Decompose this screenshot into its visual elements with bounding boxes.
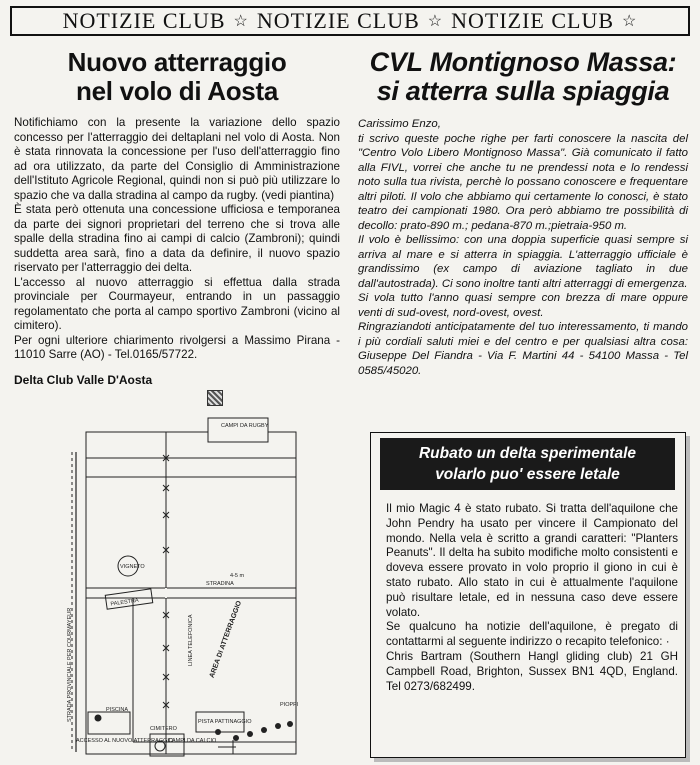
paragraph: Il volo è bellissimo: con una doppia superficie quasi sempre si arriva al mare e si atterra in spiaggia. L'atterraggio ufficiale è grandissimo (ex campo di aviazione tagliato in due dall'autostrada). Ci sono inoltre tanti altri atterraggi di emergenza. — [358, 234, 688, 290]
paragraph: Il mio Magic 4 è stato rubato. Si tratta dell'aquilone che John Pendry ha usato per vincere il Campionato del mondo. Nella vela è scritto a grandi caratteri: "Planters Peanuts". Il delta ha subito modifiche molto consistenti e doveva essere provato in volo proprio il giono in cui è stato rubato. Allo stato in cui è attualmente l'aquilone può risultare letale, ed in nessuna caso deve essere volato. — [386, 502, 678, 619]
article-montignoso-body — [358, 117, 688, 378]
title-line-2: volarlo puo' essere letale — [435, 466, 620, 483]
title-line-1: Rubato un delta sperimentale — [418, 445, 637, 462]
paragraph: Notifichiamo con la presente la variazione dello spazio concesso per l'atterraggio dei deltaplani nel volo di Aosta. Non è stata rinnovata la concessione per l'uso dell'atterraggio fino ad ora utilizzato, da parte del Consiglio di Amministrazione dell'Istituto Agricole Regional, quindi non si può più utilizzare lo spazio che va dalla stradina al campo da rugby. (vedi piantina) — [14, 116, 340, 202]
map-label-calcio: CAMPI DA CALCIO — [168, 738, 217, 744]
banner-text-1: NOTIZIE CLUB — [62, 8, 226, 33]
map-outline — [86, 432, 296, 754]
map-label-piscina: PISCINA — [106, 707, 129, 713]
paragraph: L'accesso al nuovo atterraggio si effettua dalla strada provinciale per Courmayeur, entrando in un passaggio regolamentato che porta al campo sportivo Zambroni (vicino al cimitero). — [14, 275, 340, 332]
map-label-pista: PISTA PATTINAGGIO — [198, 719, 252, 725]
star-icon: ☆ — [233, 13, 249, 30]
paragraph: Chris Bartram (Southern Hangl gliding club) 21 GH Campbell Road, Brighton, Sussex BN1 4QD, England. Tel 0273/682499. — [386, 649, 678, 693]
title-line-1: CVL Montignoso Massa: — [369, 47, 677, 77]
paragraph: ti scrivo queste poche righe per farti conoscere la nascita del "Centro Volo Libero Montignoso Massa". Già comunicato il fatto alla FIVL, vorrei che anche tu ne prendessi nota e lo rendessi noto sulla tua rivista, perchè lo possano conoscere e frequentare altri piloti. Il volo che abbiamo qui certamente lo conosci, è stato teatro dei campionati 1980. Ora però abbiamo tre possibilità di decollo: prato-890 m.; pedana-870 m.;pietraia-950 m. — [358, 132, 688, 232]
map-label-strada: STRADA PROVINCIALE PER COURMAYEUR — [67, 607, 73, 722]
map-label-palestra: PALESTRA — [110, 597, 140, 608]
map-label-area: AREA DI ATTERRAGGIO — [208, 600, 244, 679]
title-line-2: nel volo di Aosta — [76, 76, 278, 106]
paragraph: Per ogni ulteriore chiarimento rivolgersi a Massimo Pirana - 11010 Sarre (AO) - Tel.0165/57722. — [14, 333, 340, 361]
star-icon: ☆ — [427, 13, 444, 30]
article-aosta-title — [14, 48, 340, 106]
banner-text-2: NOTIZIE CLUB — [256, 8, 420, 33]
rugby-box — [208, 418, 268, 442]
title-line-2: si atterra sulla spiaggia — [376, 76, 670, 106]
boxed-article-body — [386, 502, 678, 694]
article-aosta-body — [14, 116, 340, 363]
paragraph: Ringraziandoti anticipatamente del tuo interessamento, ti mando i più cordiali saluti miei e del centro e per qualsiasi altra cosa: Giuseppe Del Fiandra - Via F. Martini 44 - 54100 Massa - Tel 0585/45020. — [358, 321, 688, 377]
piscina-box — [88, 712, 130, 734]
map-label-height: 4-5 m — [230, 573, 245, 579]
boxed-article-title — [380, 438, 675, 490]
end-mark-icon — [207, 390, 223, 406]
paragraph: Si vola tutto l'anno quasi sempre con brezza di mare oppure venti di sud-ovest, nord-ovest, ovest. — [358, 292, 688, 319]
title-line-1: Nuovo atterraggio — [67, 47, 287, 77]
article-montignoso-title — [358, 48, 688, 106]
map-label-linea: LINEA TELEFONICA — [188, 614, 194, 666]
section-banner — [10, 6, 690, 36]
map-label-stradina: STRADINA — [206, 581, 234, 587]
article-aosta-signature: Delta Club Valle D'Aosta — [14, 372, 153, 387]
map-label-rugby: CAMPI DA RUGBY — [221, 423, 269, 429]
star-icon: ☆ — [622, 13, 638, 30]
map-label-accesso: ACCESSO AL NUOVO ATTERRAGGIO — [76, 738, 174, 744]
banner-text-3: NOTIZIE CLUB — [451, 8, 615, 33]
landing-map — [58, 412, 358, 757]
article-montignoso — [358, 42, 688, 378]
landing-map-drawing — [58, 412, 358, 757]
paragraph: È stata però ottenuta una concessione ufficiosa e temporanea da parte dei signori proprietari del terreno che si trova alle spalle della stradina fino ai campi di calcio (Zambroni); quindi suddetta area sarà, fino a data da definire, il nuovo spazio riservato per l'atterraggio dei delta. — [14, 203, 340, 274]
paragraph: Se qualcuno ha notizie dell'aquilone, è pregato di contattarmi al seguente indirizzo o recapito telefonico: · — [386, 620, 678, 649]
article-aosta — [14, 42, 340, 387]
paragraph: Carissimo Enzo, — [358, 118, 441, 130]
map-label-pioppi: PIOPPI — [280, 702, 299, 708]
map-label-cimitero: CIMITERO — [150, 726, 177, 732]
map-label-vigneto: VIGNETO — [120, 564, 145, 570]
